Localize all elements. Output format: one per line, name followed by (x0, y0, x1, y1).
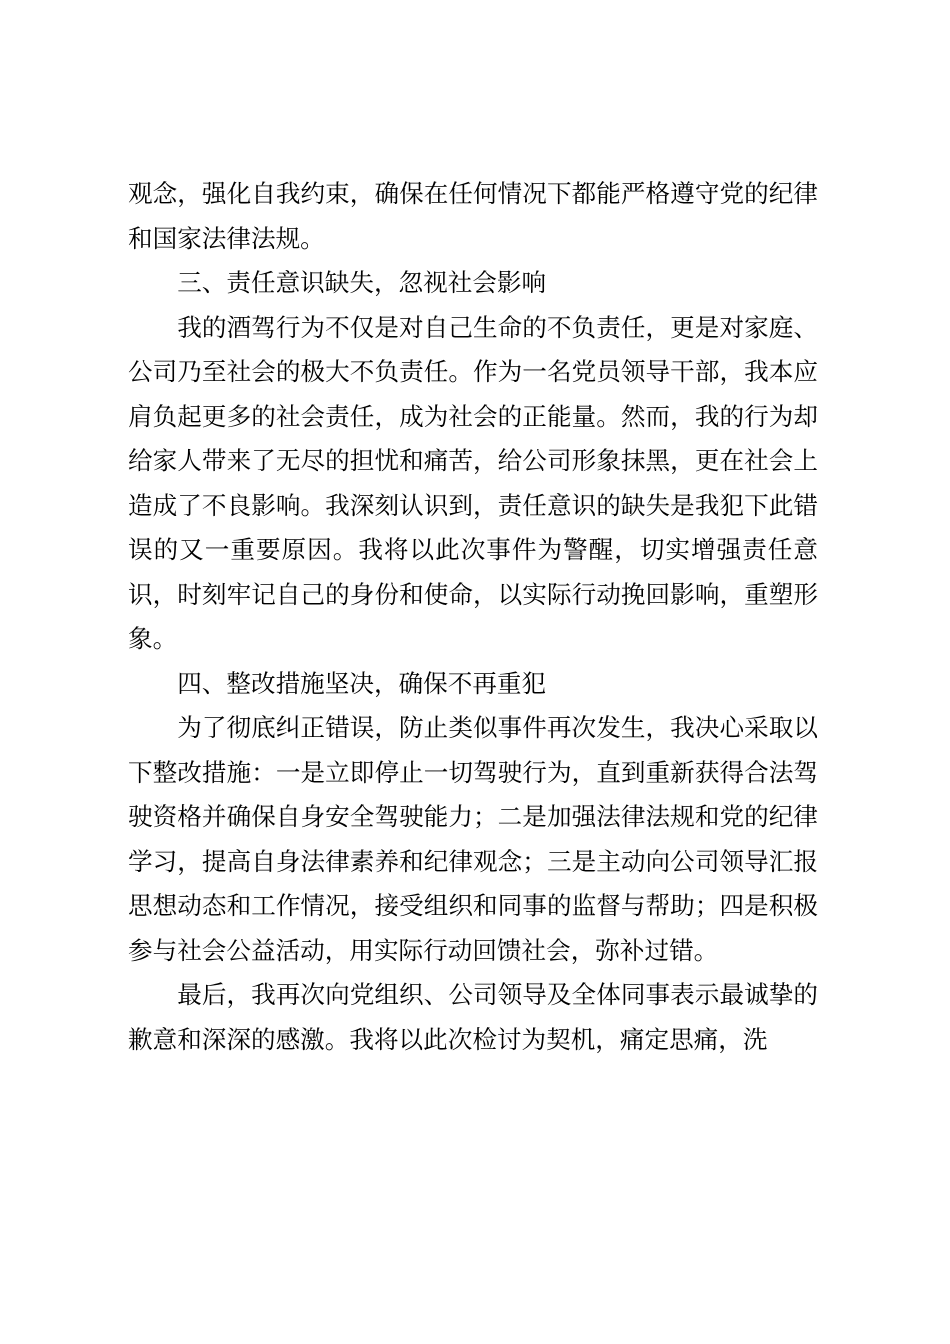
paragraph-responsibility: 我的酒驾行为不仅是对自己生命的不负责任，更是对家庭、公司乃至社会的极大不负责任。作为一名党员领导干部，我本应肩负起更多的社会责任，成为社会的正能量。然而，我的行为却给家人带来了无尽的担忧和痛苦，给公司形象抹黑，更在社会上造成了不良影响。我深刻认识到，责任意识的缺失是我犯下此错误的又一重要原因。我将以此次事件为警醒，切实增强责任意识，时刻牢记自己的身份和使命，以实际行动挽回影响，重塑形象。 (128, 312, 818, 653)
paragraph-continuation: 观念，强化自我约束，确保在任何情况下都能严格遵守党的纪律和国家法律法规。 (128, 179, 818, 253)
paragraph-rectification: 为了彻底纠正错误，防止类似事件再次发生，我决心采取以下整改措施：一是立即停止一切驾驶行为，直到重新获得合法驾驶资格并确保自身安全驾驶能力；二是加强法律法规和党的纪律学习，提高自身法律素养和纪律观念；三是主动向公司领导汇报思想动态和工作情况，接受组织和同事的监督与帮助；四是积极参与社会公益活动，用实际行动回馈社会，弥补过错。 (128, 713, 818, 965)
document-page (128, 172, 818, 1062)
section-heading-3: 三、责任意识缺失，忽视社会影响 (177, 268, 547, 297)
paragraph-closing: 最后，我再次向党组织、公司领导及全体同事表示最诚挚的歉意和深深的感激。我将以此次检讨为契机，痛定思痛，洗 (128, 980, 818, 1054)
section-heading-4: 四、整改措施坚决，确保不再重犯 (177, 668, 547, 698)
